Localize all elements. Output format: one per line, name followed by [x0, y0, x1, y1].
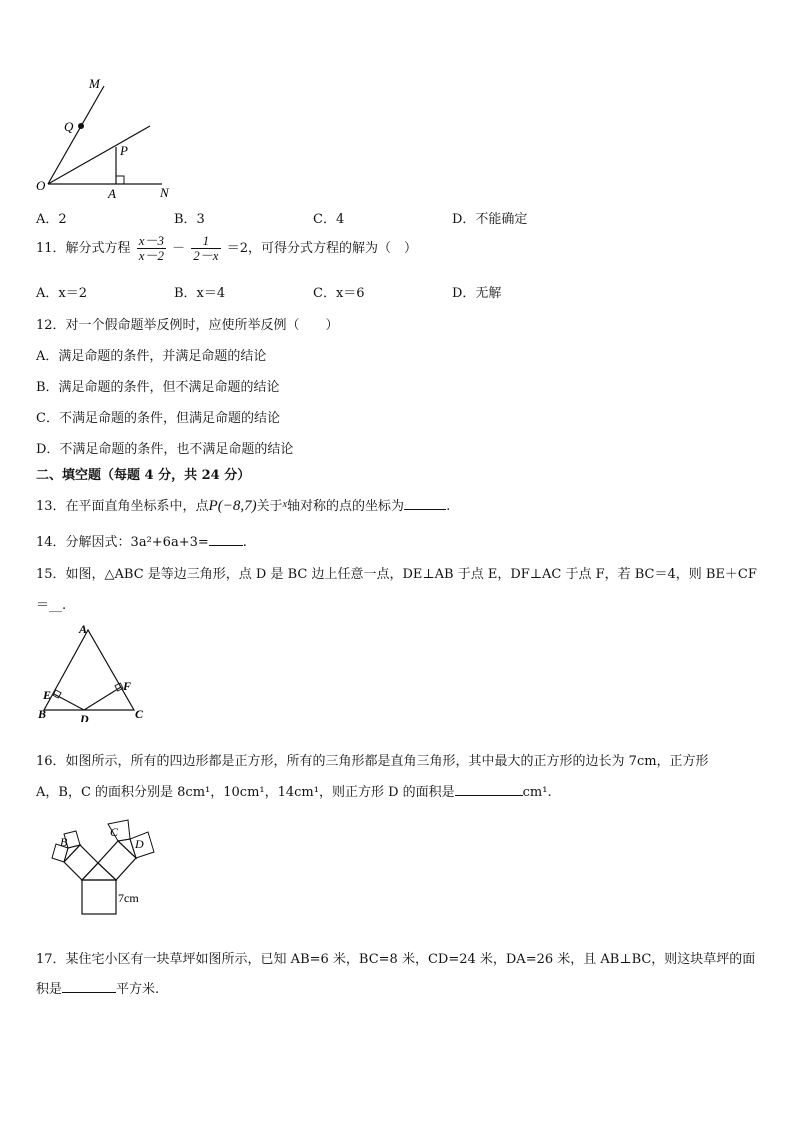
q12-option-a: A．满足命题的条件，并满足命题的结论 [36, 349, 267, 364]
q11-option-a: A．x＝2 [36, 286, 87, 301]
label-d: D [80, 712, 89, 722]
q16-text-b: cm¹. [522, 785, 552, 800]
q16-answer-blank [455, 783, 523, 796]
right-angle-mark [116, 176, 124, 184]
q14-stem [36, 531, 247, 550]
q16-line-1: 16．如图所示，所有的四边形都是正方形，所有的三角形都是直角三角形，其中最大的正方形的边长为 7cm，正方形 [36, 754, 709, 769]
ray-om [48, 86, 104, 184]
label-c: C [135, 707, 144, 721]
q11-minus: － [172, 241, 186, 256]
q11-stem [36, 234, 417, 263]
main-triangle [82, 863, 116, 880]
label-q: Q [64, 119, 74, 134]
q15-line-2: ＝__. [36, 598, 67, 613]
q17-line-2 [36, 978, 159, 997]
label-p: P [120, 143, 128, 158]
label-b: B [38, 707, 47, 721]
label-a: A [108, 186, 116, 201]
right-mid-square [98, 841, 136, 880]
left-mid-square [64, 845, 98, 880]
q12-option-b: B．满足命题的条件，但不满足命题的结论 [36, 380, 280, 395]
q10-option-d: D．不能确定 [452, 212, 528, 227]
q14-text: 14．分解因式：3a²+6a+3= [36, 535, 209, 550]
q17-line-1: 17．某住宅小区有一块草坪如图所示，已知 AB=6 米，BC=8 米，CD=24 米，DA=26 米，且 AB⊥BC，则这块草坪的面 [36, 952, 756, 967]
q13-text-a: 13．在平面直角坐标系中，点 [36, 499, 209, 514]
q13-end: . [446, 499, 451, 514]
label-a: A [79, 622, 88, 636]
q17-text-b: 平方米. [116, 982, 160, 997]
segment-de [54, 694, 84, 710]
q15-line-1: 15．如图，△ABC 是等边三角形，点 D 是 BC 边上任意一点，DE⊥AB 于点 E，DF⊥AC 于点 F，若 BC＝4，则 BE＋CF [36, 567, 757, 582]
q10-option-b: B．3 [174, 212, 205, 227]
q13-point: P(−8,7) [208, 498, 257, 514]
triangle-figure [34, 620, 154, 722]
q13-answer-blank [404, 497, 446, 510]
q13-axis: x [282, 499, 288, 510]
label-d: D [135, 837, 144, 851]
q17-text-a: 积是 [36, 982, 63, 997]
q10-option-c: C．4 [313, 212, 345, 227]
q11-f2-denominator: 2－x [193, 248, 219, 263]
angle-figure [30, 76, 190, 202]
label-m: M [89, 76, 100, 91]
q11-option-c: C．x＝6 [313, 286, 365, 301]
square-tree-figure [46, 812, 176, 922]
label-o: O [36, 178, 46, 193]
segment-df [84, 687, 121, 710]
label-n: N [160, 185, 169, 200]
big-square [82, 880, 116, 914]
q17-answer-blank [62, 980, 116, 993]
q16-line-2 [36, 781, 552, 800]
q10-option-a: A．2 [36, 212, 67, 227]
q14-end: . [242, 535, 247, 550]
q12-option-d: D．不满足命题的条件，也不满足命题的结论 [36, 442, 294, 457]
ray-op [48, 126, 150, 184]
q11-suffix: ＝2，可得分式方程的解为（ ） [226, 241, 417, 256]
q11-prefix: 11．解分式方程 [36, 241, 131, 256]
q11-option-b: B．x＝4 [174, 286, 226, 301]
q14-answer-blank [209, 533, 243, 546]
label-b: B [60, 835, 68, 849]
q13-text-c: 轴对称的点的坐标为 [287, 499, 405, 514]
label-c: C [110, 825, 119, 839]
q11-f2-numerator: 1 [191, 234, 220, 249]
q13-text-b: 关于 [256, 499, 283, 514]
label-side-length: 7cm [118, 891, 139, 905]
q16-text-a: A，B，C 的面积分别是 8cm¹，10cm¹，14cm¹，则正方形 D 的面积是 [36, 785, 455, 800]
q12-option-c: C．不满足命题的条件，但满足命题的结论 [36, 411, 280, 426]
point-q [78, 123, 84, 129]
label-e: E [43, 688, 52, 702]
q11-f1-numerator: x－3 [138, 233, 164, 248]
q12-stem: 12．对一个假命题举反例时，应使所举反例（ ） [36, 318, 339, 333]
q13-stem [36, 495, 450, 515]
q11-fraction-1 [137, 234, 166, 263]
q11-option-d: D．无解 [452, 286, 502, 301]
section-heading: 二、填空题（每题 4 分，共 24 分） [36, 468, 251, 483]
q11-fraction-2 [191, 234, 220, 263]
label-f: F [123, 679, 132, 693]
q11-f1-denominator: x－2 [138, 248, 164, 263]
